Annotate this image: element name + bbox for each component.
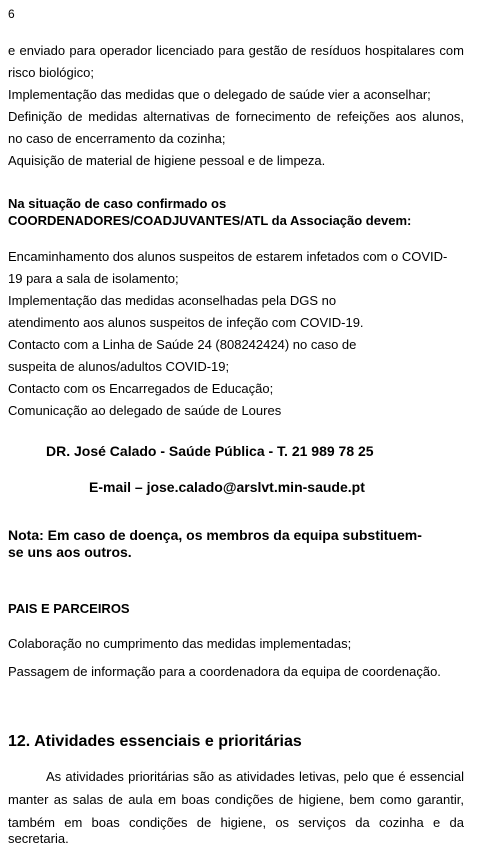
paragraph-line: risco biológico; [8,65,94,80]
email-contact: E-mail – jose.calado@arslvt.min-saude.pt [89,479,365,495]
list-item [8,249,447,266]
paragraph-line: manter as salas de aula em boas condições de higiene, bem como garantir, [8,792,464,807]
list-item [8,381,273,398]
list-item [8,293,336,310]
section-title: 12. Atividades essenciais e prioritárias [8,733,302,750]
paragraph-line: 19 para a sala de isolamento; [8,271,179,286]
list-item-text: Comunicação ao delegado de saúde de Loures [8,403,282,418]
note-line: Nota: Em caso de doença, os membros da equipa substituem- [8,527,422,543]
list-item [8,403,281,420]
list-item-text: Aquisição de material de higiene pessoal e de limpeza. [8,153,326,168]
list-item [8,109,464,126]
list-item-text: Contacto com a Linha de Saúde 24 (808242424) no caso de [8,337,357,352]
page-number: 6 [8,7,15,21]
list-item-text: Encaminhamento dos alunos suspeitos de estarem infetados com o COVID- [8,249,448,264]
paragraph-line: e enviado para operador licenciado para gestão de resíduos hospitalares com [8,43,464,58]
paragraph-line: no caso de encerramento da cozinha; [8,131,226,146]
list-item-text: Passagem de informação para a coordenadora da equipa de coordenação. [8,664,441,679]
list-item-text: Contacto com os Encarregados de Educação; [8,381,274,396]
list-item-text: Implementação das medidas aconselhadas pela DGS no [8,293,337,308]
paragraph-line: também em boas condições de higiene, os serviços da cozinha e da secretaria. [8,815,464,846]
section-heading: COORDENADORES/COADJUVANTES/ATL da Associação devem: [8,213,412,228]
list-item [8,664,441,681]
list-item [8,636,351,653]
list-item-text: Colaboração no cumprimento das medidas implementadas; [8,636,352,651]
note-line: se uns aos outros. [8,544,132,560]
list-item [8,153,325,170]
section-heading: PAIS E PARCEIROS [8,601,130,616]
list-item [8,337,356,354]
list-item-text: Implementação das medidas que o delegado de saúde vier a aconselhar; [8,87,431,102]
paragraph-line: As atividades prioritárias são as atividades letivas, pelo que é essencial [46,769,464,784]
doctor-contact: DR. José Calado - Saúde Pública - T. 21 989 78 25 [46,443,374,459]
list-item [8,87,431,104]
paragraph-line: suspeita de alunos/adultos COVID-19; [8,359,230,374]
paragraph-line: atendimento aos alunos suspeitos de infeção com COVID-19. [8,315,364,330]
list-item-text: Definição de medidas alternativas de fornecimento de refeições aos alunos, [8,109,464,124]
section-heading: Na situação de caso confirmado os [8,196,227,211]
